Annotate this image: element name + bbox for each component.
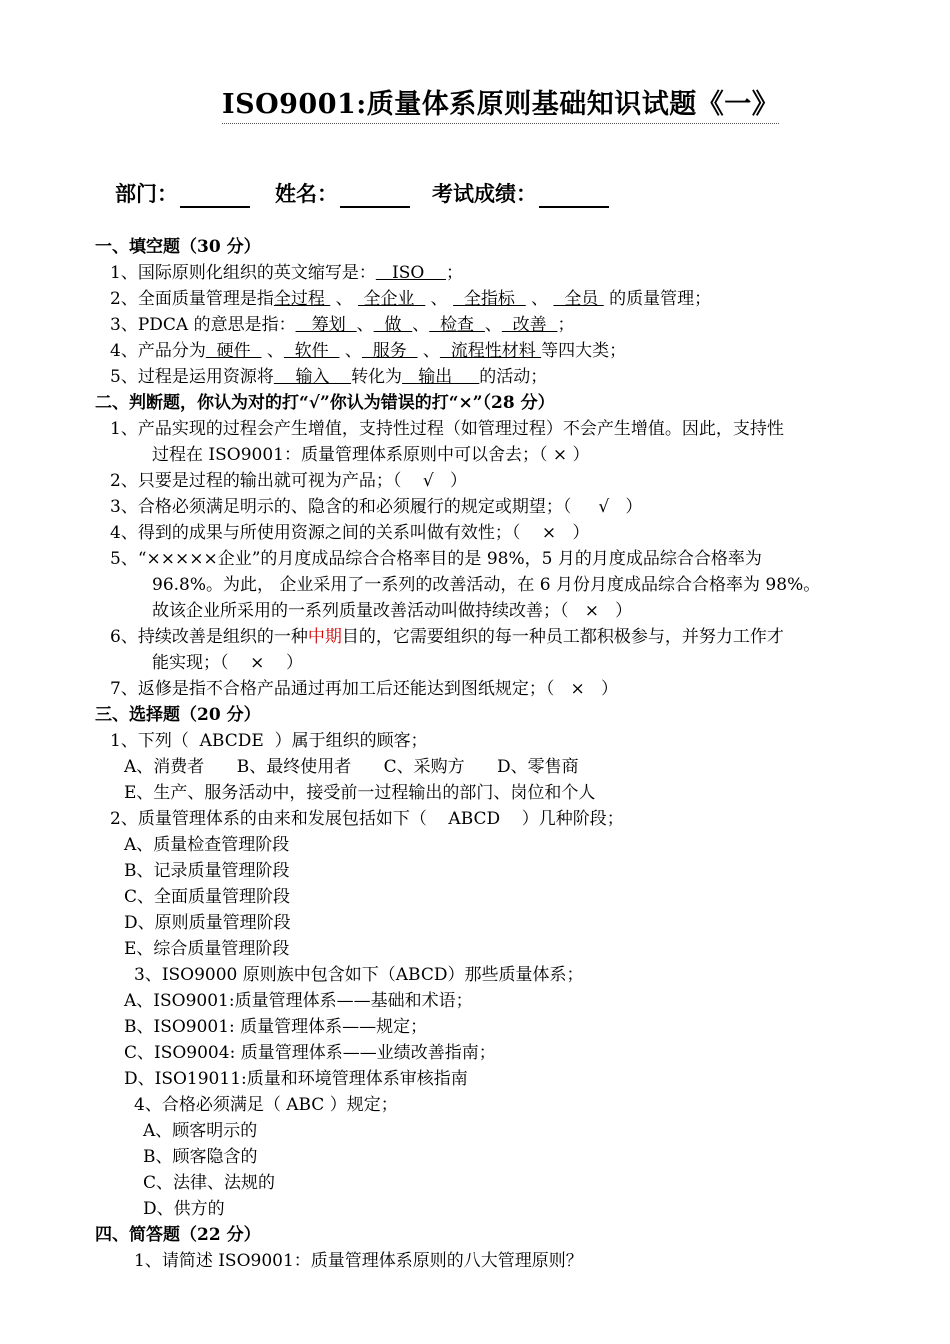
judge-question-6 [110,622,784,647]
choice-question-2-option-e: E、综合质量管理阶段 [124,939,290,959]
answer-text: 硬件 [205,341,262,361]
choice-question-3-option-a: A、ISO9001:质量管理体系——基础和术语； [124,991,473,1011]
choice-question-4-option-c: C、法律、法规的 [143,1173,276,1193]
essay-question-1: 1、请简述 ISO9001：质量管理体系原则的八大管理原则？ [134,1251,583,1271]
choice-question-4-option-a: A、顾客明示的 [143,1121,258,1141]
question-text: 1、国际原则化组织的英文缩写是： [110,263,376,283]
name-label: 姓名： [275,181,338,206]
department-label: 部门： [115,181,178,206]
question-text: 5、过程是运用资源将 [110,367,274,387]
separator: 、 [417,341,440,361]
choice-question-4-option-d: D、供方的 [143,1199,225,1219]
judge-question-3: 3、合格必须满足明示的、隐含的和必须履行的规定或期望；（ √ ） [110,497,643,517]
choice-question-3-option-b: B、ISO9001: 质量管理体系——规定； [124,1017,428,1037]
answer-text: 服务 [361,341,418,361]
answer-text: ISO [375,263,446,283]
choice-question-3: 3、ISO9000 原则族中包含如下（ABCD）那些质量体系； [134,965,584,985]
question-text: 2、全面质量管理是指 [110,289,274,309]
question-text: 4、产品分为 [110,341,206,361]
choice-question-3-option-d: D、ISO19011:质量和环境管理体系审核指南 [124,1069,468,1089]
question-text: 3、PDCA 的意思是指： [110,315,296,335]
question-text: 目的，它需要组织的每一种员工都积极参与，并努力工作才 [341,627,784,647]
answer-text: 做 [373,315,413,335]
answer-text: 软件 [283,341,340,361]
section-essay-heading: 四、简答题（22 分） [95,1225,261,1245]
fill-question-5 [110,362,547,387]
separator: 、 [339,341,362,361]
section-judge-heading: 二、判断题，你认为对的打“√”你认为错误的打“×”（28 分） [95,393,555,413]
score-field [432,178,609,208]
choice-question-4: 4、合格必须满足（ ABC ）规定； [134,1095,398,1115]
separator: 、 [425,289,454,309]
answer-text: 全员 [553,289,604,309]
question-text: ； [445,263,463,283]
answer-text: 流程性材料 [439,341,542,361]
choice-question-1: 1、下列（ ABCDE ）属于组织的顾客； [110,731,428,751]
answer-text: 检查 [429,315,485,335]
section-choice-heading: 三、选择题（20 分） [95,705,261,725]
separator: 、 [412,315,430,335]
choice-question-2: 2、质量管理体系的由来和发展包括如下（ ABCD ）几种阶段； [110,809,624,829]
choice-question-2-option-a: A、质量检查管理阶段 [124,835,290,855]
fill-question-2 [110,284,711,309]
answer-text: 输出 [402,367,480,387]
department-field [115,178,250,208]
answer-text: 输入 [273,367,352,387]
judge-question-7: 7、返修是指不合格产品通过再加工后还能达到图纸规定；（ × ） [110,679,618,699]
choice-question-2-option-b: B、记录质量管理阶段 [124,861,290,881]
score-blank[interactable] [539,186,609,208]
choice-question-4-option-b: B、顾客隐含的 [143,1147,258,1167]
choice-question-3-option-c: C、ISO9004: 质量管理体系——业绩改善指南； [124,1043,496,1063]
answer-text: 全企业 [358,289,426,309]
judge-question-1-cont: 过程在 ISO9001：质量管理体系原则中可以舍去；（ × ） [152,445,590,465]
answer-text: 全指标 [453,289,526,309]
judge-question-5-cont: 96.8%。为此， 企业采用了一系列的改善活动，在 6 月份月度成品综合合格率为 98%。 [152,575,821,595]
separator: 、 [525,289,554,309]
question-text: 转化为 [351,367,403,387]
question-text: 的质量管理； [603,289,712,309]
choice-question-2-option-c: C、全面质量管理阶段 [124,887,291,907]
name-blank[interactable] [340,186,410,208]
separator: 、 [330,289,359,309]
question-text: 6、持续改善是组织的一种 [110,627,308,647]
separator: 、 [261,341,284,361]
judge-question-4: 4、得到的成果与所使用资源之间的关系叫做有效性；（ × ） [110,523,590,543]
highlighted-text: 中期 [307,627,342,647]
department-blank[interactable] [180,186,250,208]
judge-question-2: 2、只要是过程的输出就可视为产品；（ √ ） [110,471,467,491]
section-fill-heading: 一、填空题（30 分） [95,237,261,257]
answer-text: 筹划 [295,315,357,335]
separator: 、 [484,315,502,335]
question-text: ； [557,315,575,335]
separator: 、 [356,315,374,335]
score-label: 考试成绩： [432,181,537,206]
judge-question-6-cont: 能实现；（ × ） [152,653,303,673]
judge-question-1: 1、产品实现的过程会产生增值，支持性过程（如管理过程）不会产生增值。因此，支持性 [110,419,784,439]
judge-question-5-cont2: 故该企业所采用的一系列质量改善活动叫做持续改善；（ × ） [152,601,633,621]
page-title: ISO9001:质量体系原则基础知识试题《一》 [222,82,779,124]
name-field [275,178,410,208]
choice-question-1-option-e: E、生产、服务活动中，接受前一过程输出的部门、岗位和个人 [124,783,596,803]
question-text: 的活动； [479,367,548,387]
fill-question-4 [110,336,626,361]
answer-text: 改善 [501,315,558,335]
answer-text: 全过程 [273,289,331,309]
fill-question-1 [110,258,463,283]
choice-question-1-options: A、消费者 B、最终使用者 C、采购方 D、零售商 [124,757,579,777]
question-text: 等四大类； [541,341,627,361]
judge-question-5: 5、“×××××企业”的月度成品综合合格率目的是 98%，5 月的月度成品综合合格率为 [110,549,762,569]
choice-question-2-option-d: D、原则质量管理阶段 [124,913,291,933]
fill-question-3 [110,310,574,335]
